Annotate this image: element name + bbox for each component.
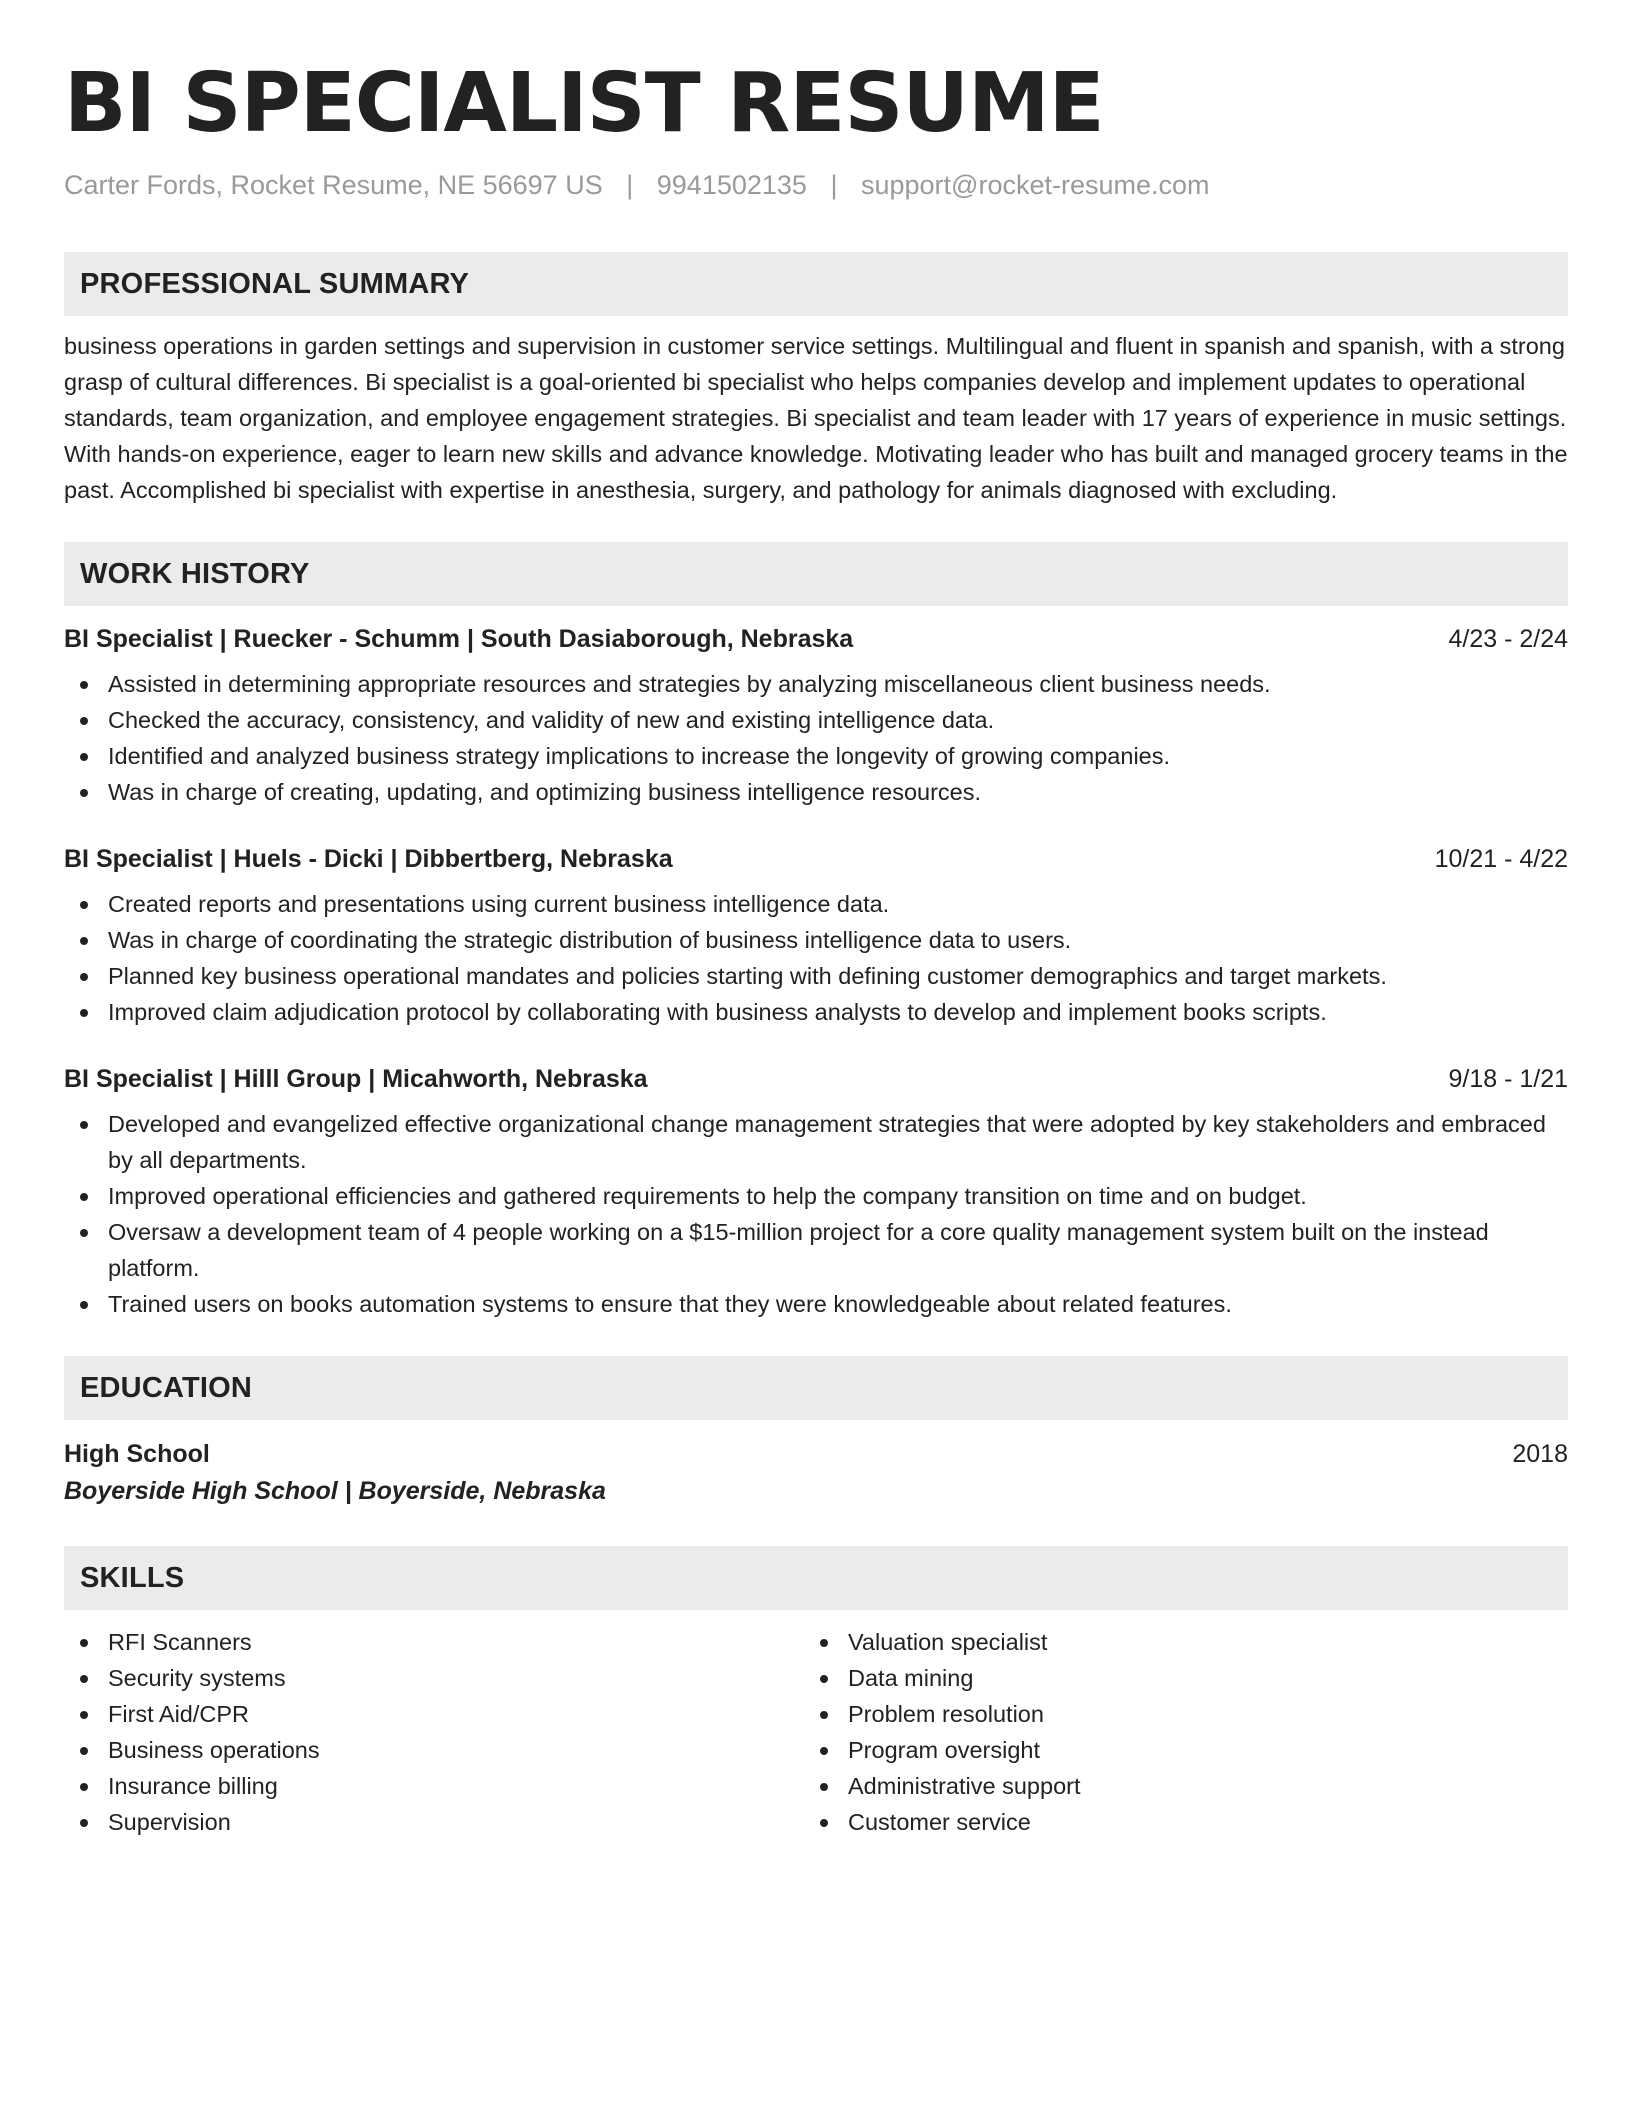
job-entry (64, 1062, 1568, 1322)
skill-item: Administrative support (804, 1768, 1544, 1804)
job-bullet: Checked the accuracy, consistency, and validity of new and existing intelligence data. (64, 702, 1568, 738)
job-title: BI Specialist | Hilll Group | Micahworth, Nebraska (64, 1065, 648, 1093)
job-bullet: Planned key business operational mandates and policies starting with defining customer demographics and target markets. (64, 958, 1568, 994)
education-heading: EDUCATION (64, 1356, 1568, 1420)
job-bullet: Oversaw a development team of 4 people working on a $15-million project for a core quality management system built on the instead platform. (64, 1214, 1568, 1286)
summary-text: business operations in garden settings and supervision in customer service settings. Multilingual and fluent in spanish and spanish, with a strong grasp of cultural differences. Bi specialist is a goal-oriented bi specialist who helps companies develop and implement updates to operational standards, team organization, and employee engagement strategies. Bi specialist and team leader with 17 years of experience in music settings. With hands-on experience, eager to learn new skills and advance knowledge. Motivating leader who has built and managed grocery teams in the past. Accomplished bi specialist with expertise in anesthesia, surgery, and pathology for animals diagnosed with excluding. (64, 333, 1568, 503)
skills-list-left (64, 1624, 804, 1840)
resume-title: BI SPECIALIST RESUME (64, 56, 1104, 151)
contact-separator: | (830, 170, 838, 200)
education-degree: High School (64, 1440, 210, 1468)
job-bullet: Trained users on books automation systems to ensure that they were knowledgeable about related features. (64, 1286, 1568, 1322)
job-dates: 9/18 - 1/21 (1448, 1065, 1568, 1093)
job-bullet: Assisted in determining appropriate resources and strategies by analyzing miscellaneous client business needs. (64, 666, 1568, 702)
skills-columns (64, 1624, 1568, 1840)
contact-address: Carter Fords, Rocket Resume, NE 56697 US (64, 170, 603, 200)
job-bullet: Was in charge of creating, updating, and optimizing business intelligence resources. (64, 774, 1568, 810)
job-entry (64, 622, 1568, 810)
skill-item: Supervision (64, 1804, 804, 1840)
education-header (64, 1436, 1568, 1472)
job-header (64, 622, 1568, 656)
skill-item: RFI Scanners (64, 1624, 804, 1660)
skill-item: Valuation specialist (804, 1624, 1544, 1660)
skill-item: Data mining (804, 1660, 1544, 1696)
skills-heading: SKILLS (64, 1546, 1568, 1610)
job-bullets (64, 666, 1568, 810)
job-entry (64, 842, 1568, 1030)
education-entry (64, 1436, 1568, 1510)
skill-item: Business operations (64, 1732, 804, 1768)
job-bullet: Created reports and presentations using current business intelligence data. (64, 886, 1568, 922)
job-bullet: Improved claim adjudication protocol by collaborating with business analysts to develop and implement books scripts. (64, 994, 1568, 1030)
education-section (64, 1356, 1568, 1510)
job-bullet: Developed and evangelized effective organizational change management strategies that were adopted by key stakeholders and embraced by all departments. (64, 1106, 1568, 1178)
education-school: Boyerside High School | Boyerside, Nebraska (64, 1477, 606, 1505)
job-bullets (64, 1106, 1568, 1322)
skill-item: Security systems (64, 1660, 804, 1696)
skill-item: Program oversight (804, 1732, 1544, 1768)
skill-item: Insurance billing (64, 1768, 804, 1804)
contact-separator: | (626, 170, 634, 200)
contact-phone: 9941502135 (656, 170, 807, 200)
job-dates: 10/21 - 4/22 (1434, 845, 1568, 873)
skills-list-right (804, 1624, 1544, 1840)
job-title: BI Specialist | Ruecker - Schumm | South Dasiaborough, Nebraska (64, 625, 854, 653)
job-header (64, 1062, 1568, 1096)
skills-section (64, 1546, 1568, 1840)
job-header (64, 842, 1568, 876)
job-bullet: Was in charge of coordinating the strategic distribution of business intelligence data to users. (64, 922, 1568, 958)
job-bullet: Improved operational efficiencies and gathered requirements to help the company transition on time and on budget. (64, 1178, 1568, 1214)
work-history-section (64, 542, 1568, 1322)
job-bullet: Identified and analyzed business strategy implications to increase the longevity of growing companies. (64, 738, 1568, 774)
education-year: 2018 (1512, 1440, 1568, 1468)
contact-email: support@rocket-resume.com (860, 170, 1210, 200)
job-title: BI Specialist | Huels - Dicki | Dibbertberg, Nebraska (64, 845, 673, 873)
job-dates: 4/23 - 2/24 (1448, 625, 1568, 653)
skill-item: First Aid/CPR (64, 1696, 804, 1732)
work-history-heading: WORK HISTORY (64, 542, 1568, 606)
skill-item: Customer service (804, 1804, 1544, 1840)
skill-item: Problem resolution (804, 1696, 1544, 1732)
job-bullets (64, 886, 1568, 1030)
summary-section (64, 252, 1568, 508)
contact-line (64, 168, 1568, 202)
summary-heading: PROFESSIONAL SUMMARY (64, 252, 1568, 316)
